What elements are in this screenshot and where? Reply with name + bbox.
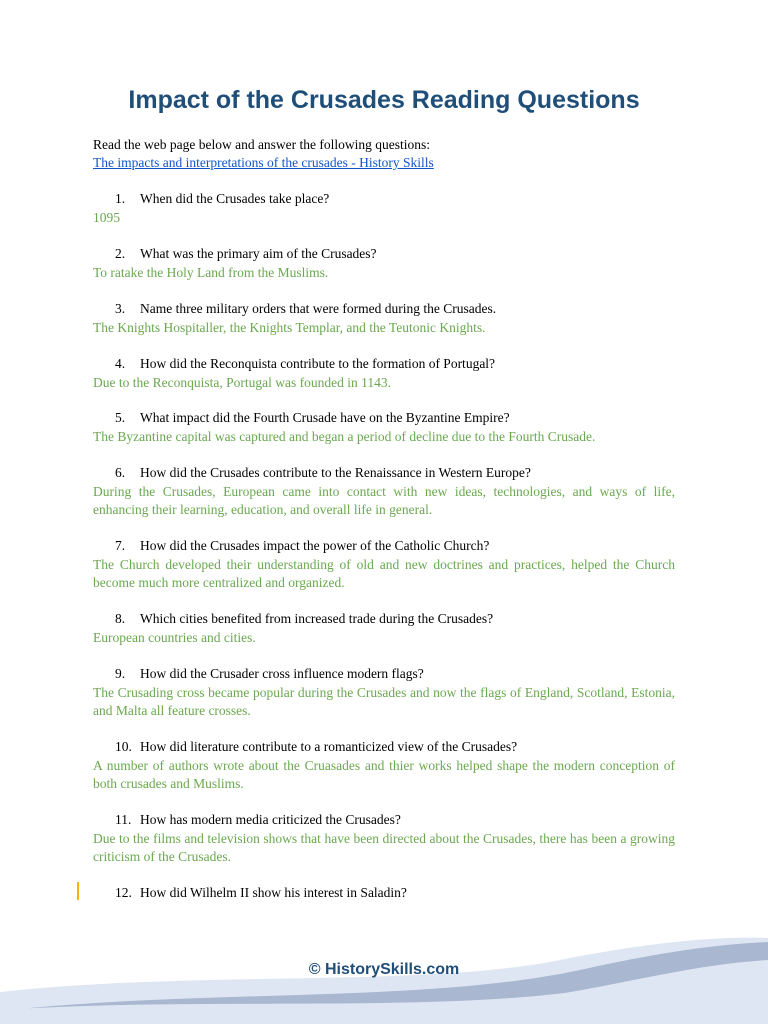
question-text: 2. What was the primary aim of the Crusades?: [115, 246, 377, 261]
question-item: [93, 245, 675, 282]
answer-text: Due to the films and television shows that have been directed about the Crusades, there has been a growing criticism of the Crusades.: [93, 830, 675, 864]
question-text: 12. How did Wilhelm II show his interest in Saladin?: [115, 885, 407, 900]
answer-text: The Crusading cross became popular during the Crusades and now the flags of England, Scotland, Estonia, and Malta all feature crosses.: [93, 684, 675, 718]
page-title: Impact of the Crusades Reading Questions: [128, 86, 640, 114]
answer-text: The Church developed their understanding of old and new doctrines and practices, helped the Church become much more centralized and organized.: [93, 556, 675, 590]
intro: [93, 136, 683, 172]
question-item: [93, 738, 675, 794]
question-item: [93, 190, 675, 227]
question-item: [93, 355, 675, 392]
answer-text: During the Crusades, European came into contact with new ideas, technologies, and ways of life, enhancing their learning, education, and overall life in general.: [93, 483, 675, 517]
answer-text: Due to the Reconquista, Portugal was founded in 1143.: [93, 374, 391, 390]
source-link[interactable]: The impacts and interpretations of the crusades - History Skills: [93, 155, 434, 170]
question-item: [93, 537, 675, 593]
question-text: 5. What impact did the Fourth Crusade have on the Byzantine Empire?: [115, 410, 510, 425]
question-item: [93, 884, 675, 903]
question-item: [93, 300, 675, 337]
answer-text: The Knights Hospitaller, the Knights Templar, and the Teutonic Knights.: [93, 319, 486, 335]
question-item: [93, 409, 675, 446]
text-cursor: [77, 882, 79, 900]
question-item: [93, 665, 675, 721]
question-item: [93, 464, 675, 520]
question-text: 8. Which cities benefited from increased trade during the Crusades?: [115, 611, 494, 626]
question-text: 7. How did the Crusades impact the power of the Catholic Church?: [115, 538, 490, 553]
question-text: 10. How did literature contribute to a romanticized view of the Crusades?: [115, 739, 518, 754]
footer-copyright: © HistorySkills.com: [308, 961, 460, 978]
intro-text: Read the web page below and answer the following questions:: [93, 137, 431, 152]
answer-text: To ratake the Holy Land from the Muslims.: [93, 264, 329, 280]
question-text: 11. How has modern media criticized the Crusades?: [115, 812, 401, 827]
question-text: 9. How did the Crusader cross influence modern flags?: [115, 666, 424, 681]
question-text: 4. How did the Reconquista contribute to the formation of Portugal?: [115, 356, 496, 371]
question-text: 1. When did the Crusades take place?: [115, 191, 330, 206]
question-item: [93, 610, 675, 647]
question-item: [93, 811, 675, 867]
answer-text: The Byzantine capital was captured and began a period of decline due to the Fourth Crusade.: [93, 428, 596, 444]
answer-text: 1095: [93, 209, 120, 225]
question-text: 6. How did the Crusades contribute to the Renaissance in Western Europe?: [115, 465, 531, 480]
answer-text: A number of authors wrote about the Cruasades and thier works helped shape the modern conception of both crusades and Muslims.: [93, 757, 675, 791]
question-text: 3. Name three military orders that were formed during the Crusades.: [115, 301, 497, 316]
answer-text: European countries and cities.: [93, 629, 256, 645]
